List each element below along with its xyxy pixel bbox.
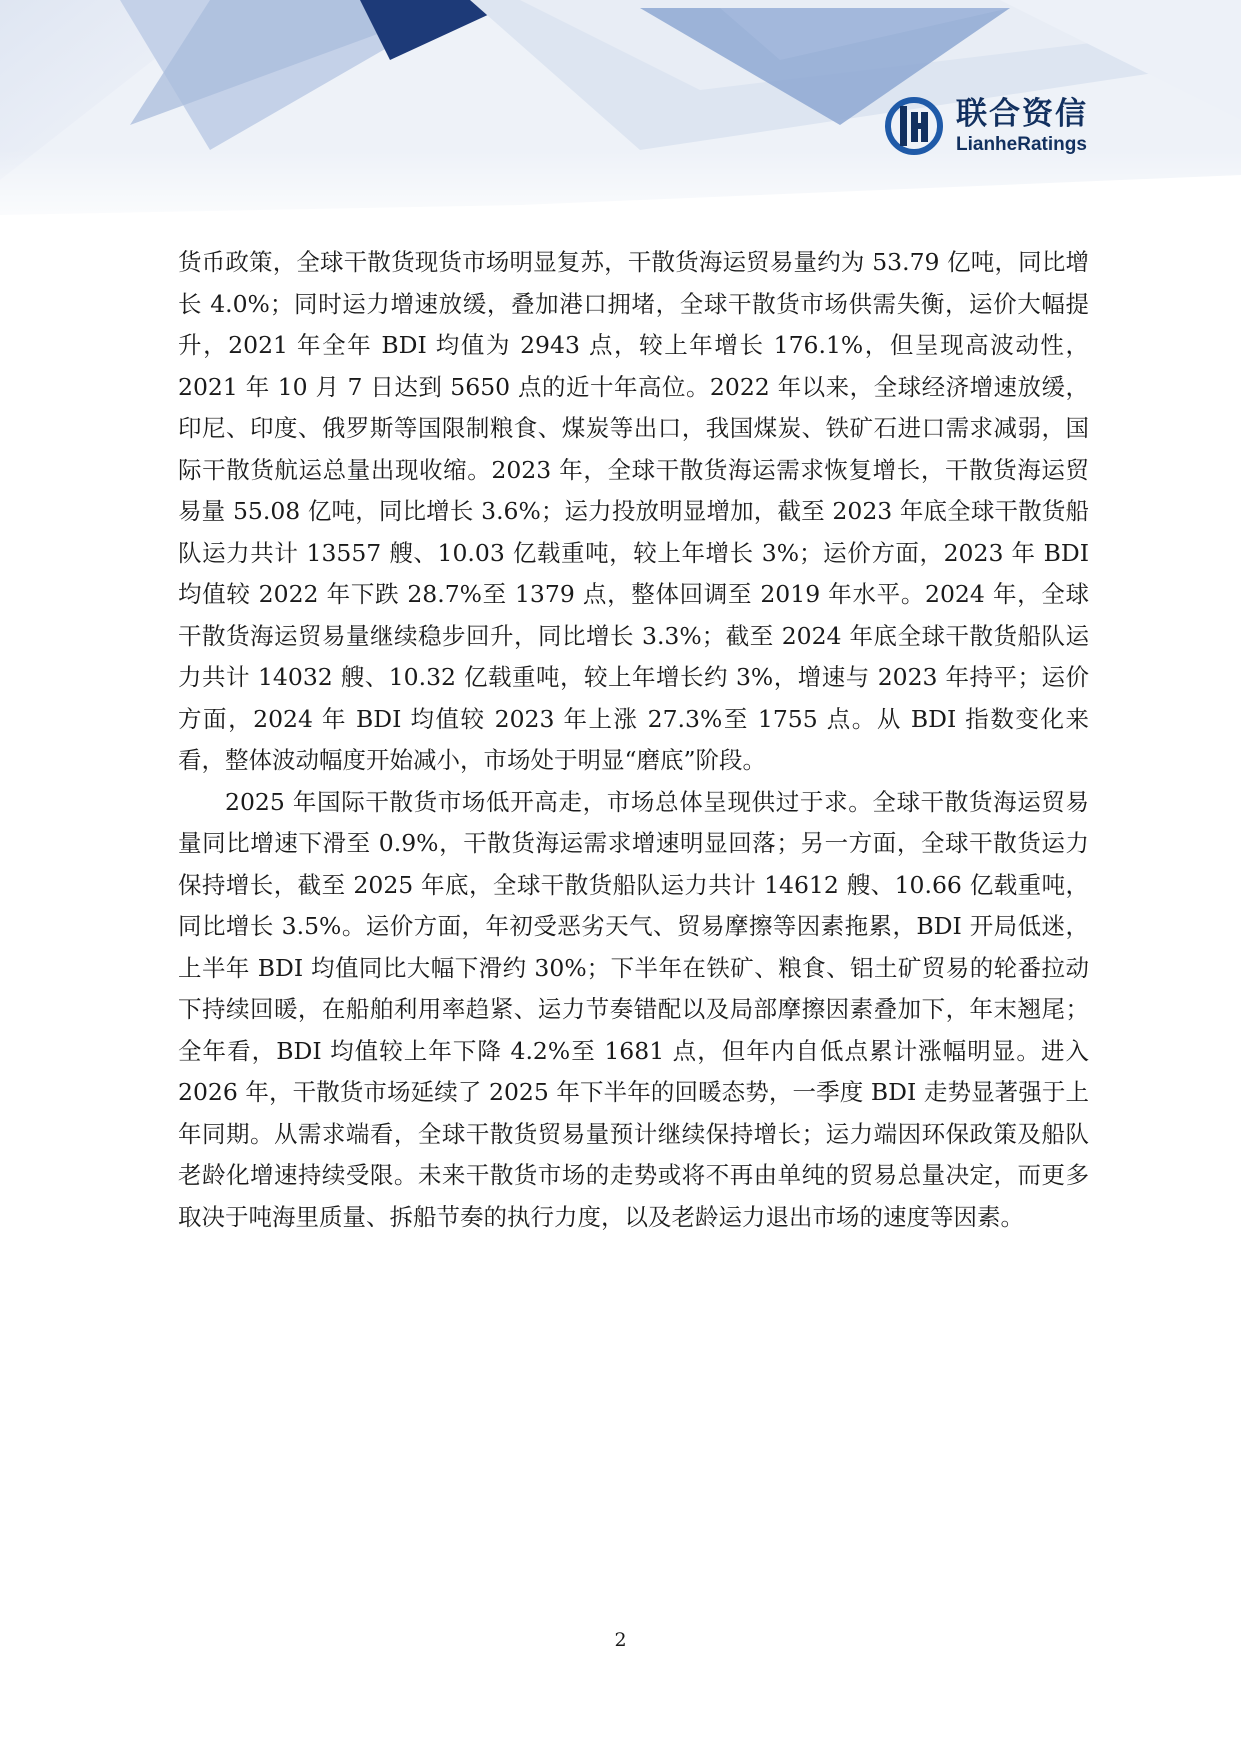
page-number: 2 (614, 1629, 627, 1651)
logo-text (956, 95, 1088, 155)
logo-chinese-name: 联合资信 (956, 95, 1088, 132)
paragraph-2025-market: 2025 年国际干散货市场低开高走，市场总体呈现供过于求。全球干散货海运贸易量同比增速下滑至 0.9%，干散货海运需求增速明显回落；另一方面，全球干散货运力保持增长，截至 2025 年底，全球干散货船队运力共计 14612 艘、10.66 亿载重吨，同比增长 3.5%。运价方面，年初受恶劣天气、贸易摩擦等因素拖累，BDI 开局低迷，上半年 BDI 均值同比大幅下滑约 30%；下半年在铁矿、粮食、铝土矿贸易的轮番拉动下持续回暖，在船舶利用率趋紧、运力节奏错配以及局部摩擦因素叠加下，年末翘尾；全年看，BDI 均值较上年下降 4.2%至 1681 点，但年内自低点累计涨幅明显。进入 2026 年，干散货市场延续了 2025 年下半年的回暖态势，一季度 BDI 走势显著强于上年同期。从需求端看，全球干散货贸易量预计继续保持增长；运力端因环保政策及船队老龄化增速持续受限。未来干散货市场的走势或将不再由单纯的贸易总量决定，而更多取决于吨海里质量、拆船节奏的执行力度，以及老龄运力退出市场的速度等因素。 (178, 787, 1089, 1231)
paragraph-continued: 货币政策，全球干散货现货市场明显复苏，干散货海运贸易量约为 53.79 亿吨，同比增长 4.0%；同时运力增速放缓，叠加港口拥堵，全球干散货市场供需失衡，运价大幅提升，2021 年全年 BDI 均值为 2943 点，较上年增长 176.1%，但呈现高波动性，2021 年 10 月 7 日达到 5650 点的近十年高位。2022 年以来，全球经济增速放缓，印尼、印度、俄罗斯等国限制粮食、煤炭等出口，我国煤炭、铁矿石进口需求减弱，国际干散货航运总量出现收缩。2023 年，全球干散货海运需求恢复增长，干散货海运贸易量 55.08 亿吨，同比增长 3.6%；运力投放明显增加，截至 2023 年底全球干散货船队运力共计 13557 艘、10.03 亿载重吨，较上年增长 3%；运价方面，2023 年 BDI 均值较 2022 年下跌 28.7%至 1379 点，整体回调至 2019 年水平。2024 年，全球干散货海运贸易量继续稳步回升，同比增长 3.3%；截至 2024 年底全球干散货船队运力共计 14032 艘、10.32 亿载重吨，较上年增长约 3%，增速与 2023 年持平；运价方面，2024 年 BDI 均值较 2023 年上涨 27.3%至 1755 点。从 BDI 指数变化来看，整体波动幅度开始减小，市场处于明显“磨底”阶段。 (178, 248, 1089, 774)
lianhe-logo-icon (884, 96, 944, 156)
logo-english-name: LianheRatings (956, 133, 1087, 155)
document-body (178, 242, 1089, 1238)
brand-logo (884, 96, 1088, 156)
